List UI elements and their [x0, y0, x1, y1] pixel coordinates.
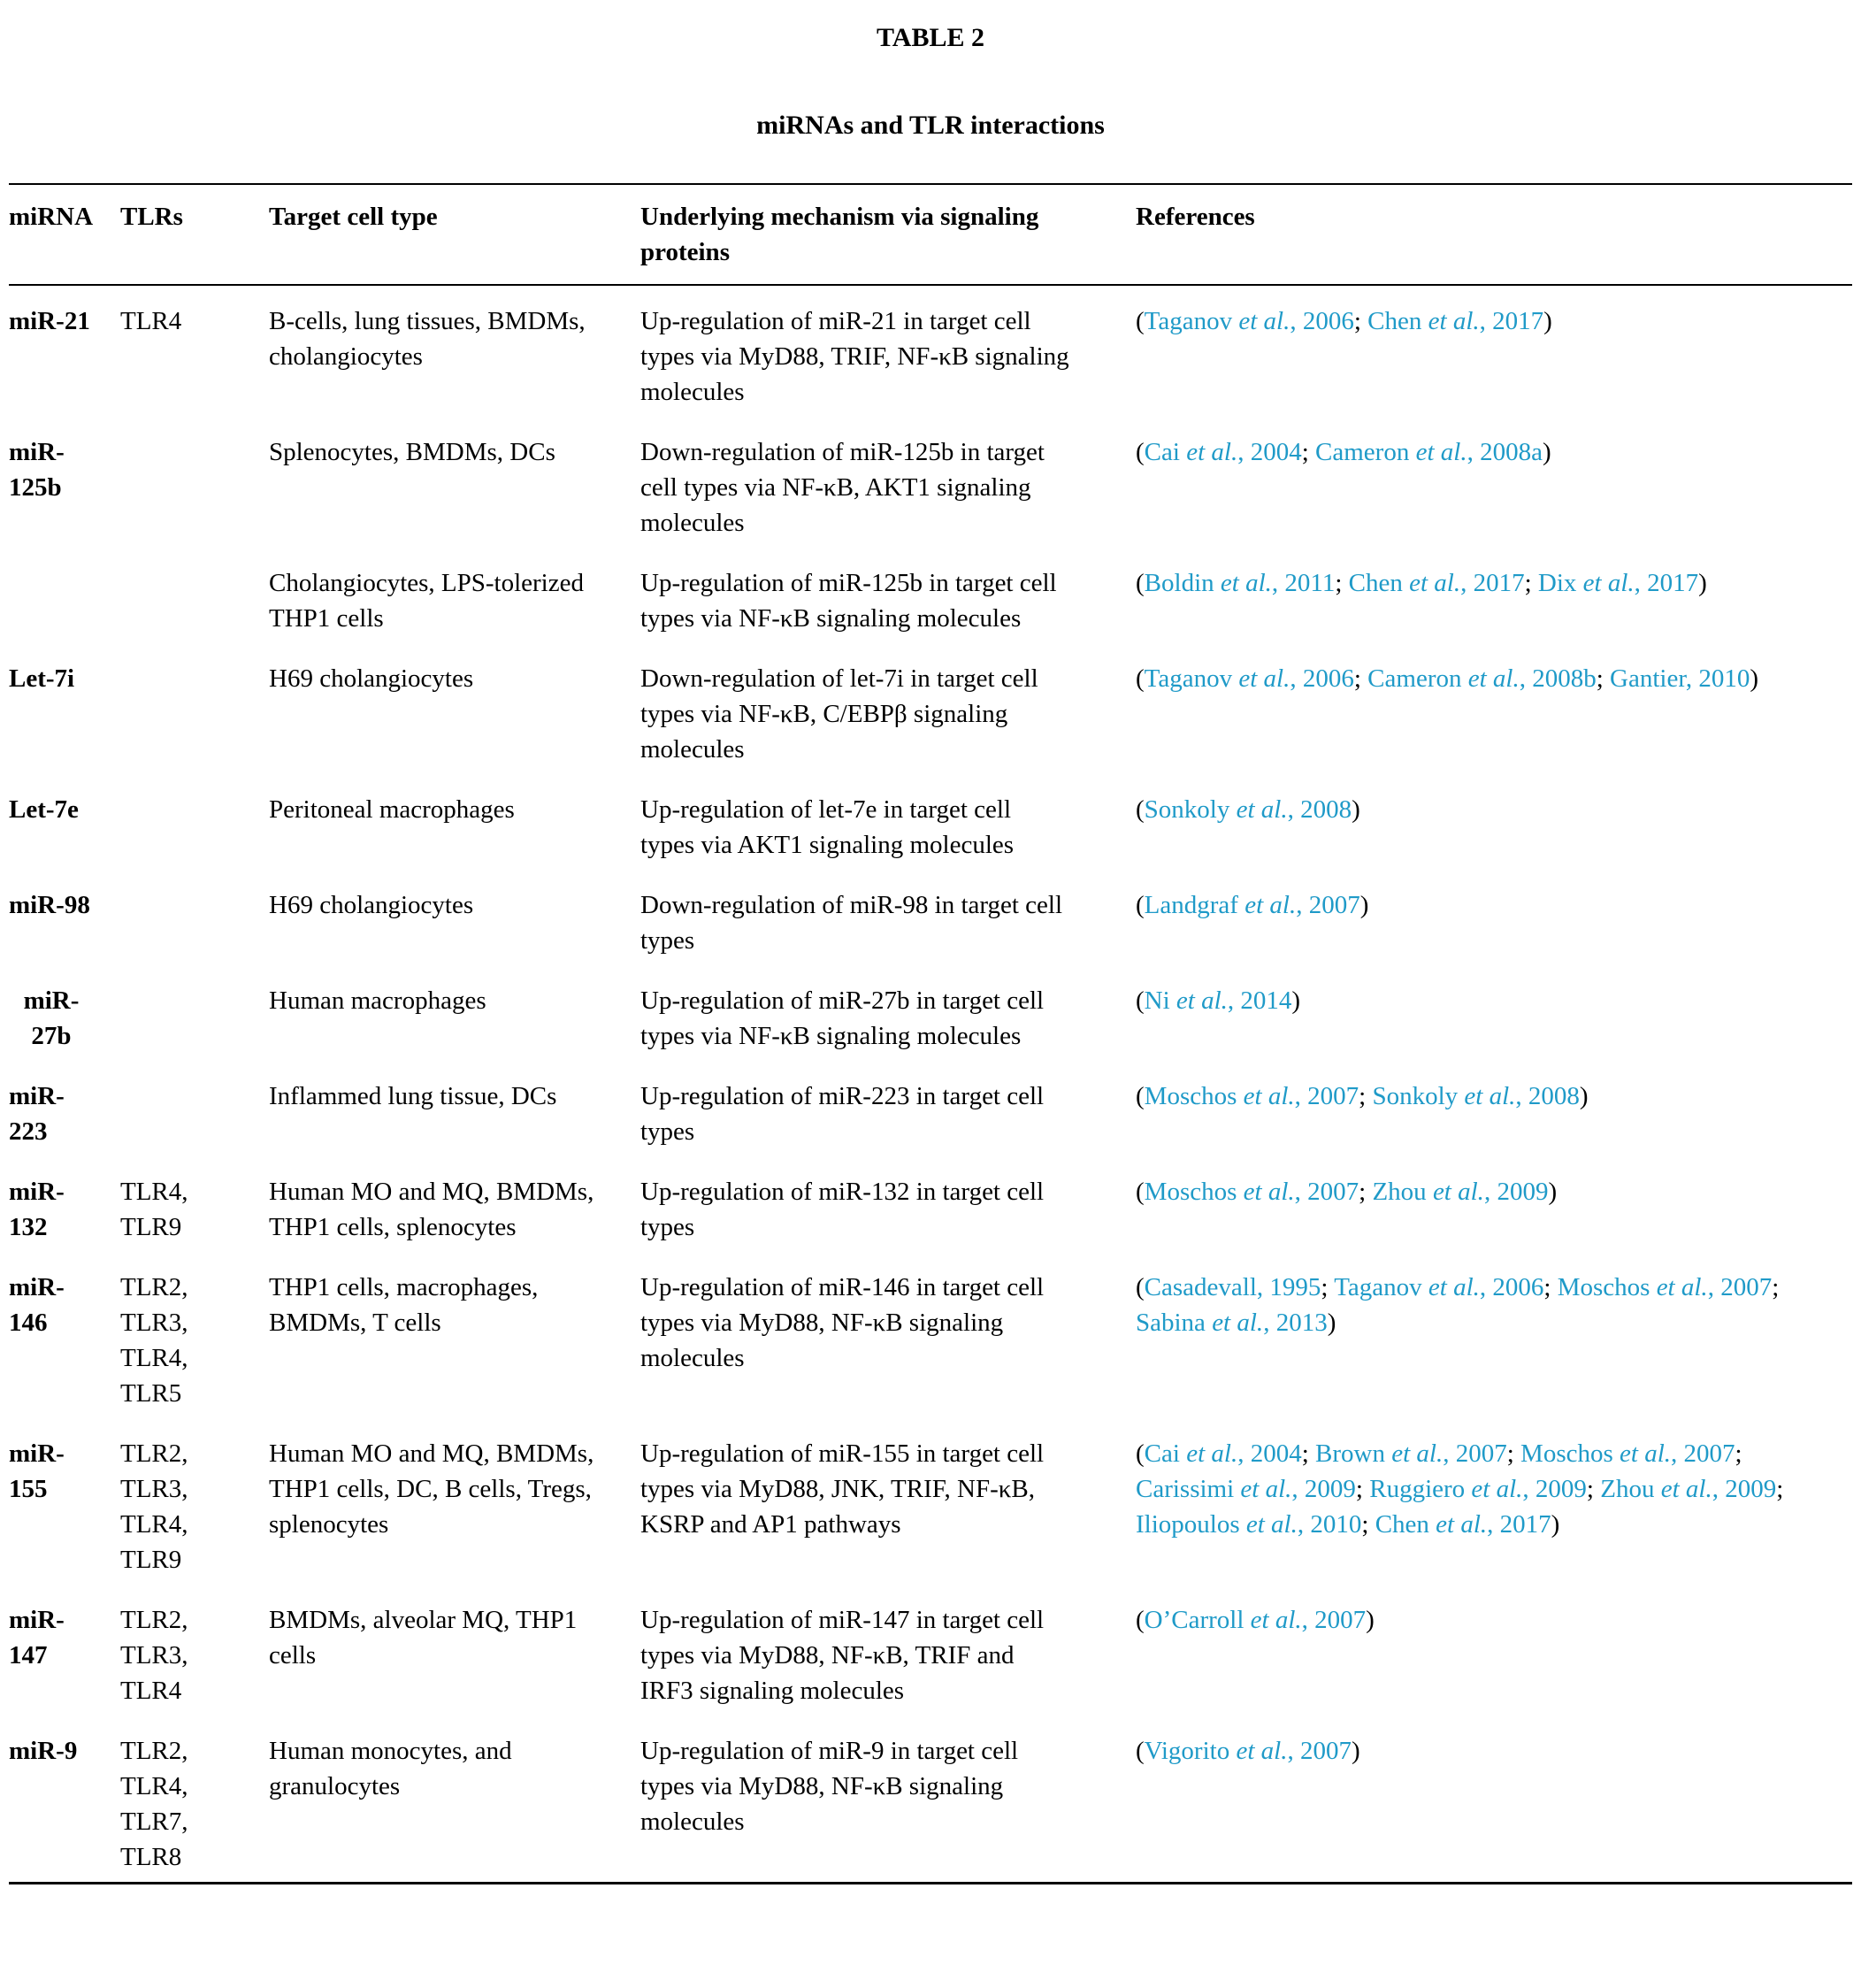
citation-link[interactable]: Taganov	[1144, 306, 1239, 335]
cell-mechanism: Up-regulation of miR-223 in target cell types	[640, 1082, 1045, 1147]
citation-link[interactable]: et al.	[1432, 1178, 1484, 1207]
cell-references	[1136, 417, 1852, 548]
reference-punctuation: ;	[1359, 1178, 1373, 1207]
cell-target-cell-type: Inflammed lung tissue, DCs	[269, 1082, 557, 1111]
citation-link[interactable]: et al.	[1471, 1475, 1523, 1504]
reference-punctuation: ;	[1353, 664, 1368, 693]
citation-link[interactable]: Gantier, 2010	[1610, 664, 1750, 693]
table-number-title: TABLE 2	[877, 23, 984, 52]
citation-link[interactable]: et al.	[1582, 568, 1635, 597]
cell-mechanism: Up-regulation of miR-27b in target cell types via NF-κB signaling molecules	[640, 986, 1045, 1051]
header-row	[9, 184, 1852, 285]
reference-punctuation: ;	[1596, 664, 1611, 693]
citation-link[interactable]: et al.	[1212, 1309, 1264, 1338]
citation-link[interactable]: , 2013	[1263, 1309, 1328, 1338]
reference-punctuation: )	[1327, 1309, 1336, 1338]
cell-mirna: miR-98	[9, 891, 90, 920]
table-row	[9, 1716, 1852, 1884]
table-row	[9, 1156, 1852, 1252]
cell-mechanism: Up-regulation of miR-125b in target cell types via NF-κB signaling molecules	[640, 568, 1057, 633]
reference-punctuation: )	[1359, 891, 1369, 920]
citation-link[interactable]: Moschos	[1144, 1178, 1244, 1207]
mirna-tlr-table	[9, 183, 1852, 1885]
reference-punctuation: ;	[1335, 568, 1349, 597]
citation-link[interactable]: et al.	[1391, 1439, 1444, 1469]
cell-mirna: miR-155	[9, 1439, 65, 1504]
cell-mechanism: Down-regulation of miR-125b in target cell types via NF-κB, AKT1 signaling molecules	[640, 437, 1045, 537]
cell-tlrs: TLR2, TLR3, TLR4, TLR5	[120, 1273, 188, 1408]
reference-punctuation: ;	[1355, 1475, 1370, 1504]
citation-link[interactable]: Cameron	[1367, 664, 1468, 693]
cell-mirna	[9, 548, 120, 643]
cell-references	[1136, 1252, 1852, 1418]
citation-link[interactable]: et al.	[1250, 1606, 1302, 1635]
reference-punctuation: (	[1136, 1082, 1145, 1111]
table-row	[9, 285, 1852, 417]
citation-link[interactable]: , 2017	[1460, 568, 1525, 597]
citation-link[interactable]: , 2006	[1290, 306, 1354, 335]
citation-link[interactable]: Landgraf	[1144, 891, 1245, 920]
citation-link[interactable]: Moschos	[1520, 1439, 1620, 1469]
cell-mirna: miR-146	[9, 1273, 65, 1338]
reference-punctuation: (	[1136, 664, 1145, 693]
citation-link[interactable]: Taganov	[1144, 664, 1239, 693]
citation-link[interactable]: et al.	[1238, 306, 1290, 335]
reference-punctuation: ;	[1301, 1439, 1316, 1469]
table-row	[9, 1252, 1852, 1418]
cell-mirna: miR-125b	[9, 437, 65, 502]
citation-link[interactable]: Casadevall, 1995	[1144, 1273, 1321, 1302]
citation-link[interactable]: et al.	[1244, 891, 1297, 920]
reference-punctuation: )	[1543, 306, 1552, 335]
cell-target-cell-type: Human monocytes, and granulocytes	[269, 1737, 512, 1801]
reference-punctuation: ;	[1506, 1439, 1521, 1469]
citation-link[interactable]: Sonkoly	[1372, 1082, 1465, 1111]
cell-mirna: miR-132	[9, 1178, 65, 1242]
reference-punctuation: ;	[1586, 1475, 1601, 1504]
table-caption: miRNAs and TLR interactions	[756, 111, 1105, 141]
reference-punctuation: (	[1136, 306, 1145, 335]
cell-mechanism: Up-regulation of miR-9 in target cell types via MyD88, NF-κB signaling molecules	[640, 1737, 1019, 1837]
citation-link[interactable]: Zhou	[1372, 1178, 1433, 1207]
cell-target-cell-type: Splenocytes, BMDMs, DCs	[269, 437, 555, 466]
reference-punctuation: )	[1750, 664, 1759, 693]
reference-punctuation: ;	[1735, 1439, 1742, 1469]
citation-link[interactable]: , 2008a	[1467, 437, 1543, 466]
citation-link[interactable]: et al.	[1236, 1737, 1288, 1766]
reference-punctuation: ;	[1301, 437, 1316, 466]
reference-punctuation: ;	[1524, 568, 1538, 597]
cell-mirna: miR-27b	[23, 986, 80, 1051]
reference-punctuation: )	[1291, 986, 1301, 1016]
table-row	[9, 774, 1852, 870]
citation-link[interactable]: Vigorito	[1144, 1737, 1237, 1766]
cell-target-cell-type: B-cells, lung tissues, BMDMs, cholangiocytes	[269, 306, 586, 371]
cell-mechanism: Up-regulation of miR-155 in target cell types via MyD88, JNK, TRIF, NF-κB, KSRP and AP1 pathways	[640, 1439, 1045, 1539]
citation-link[interactable]: et al.	[1656, 1273, 1708, 1302]
citation-link[interactable]: et al.	[1243, 1178, 1295, 1207]
cell-tlrs	[120, 774, 269, 870]
cell-tlrs: TLR2, TLR3, TLR4, TLR9	[120, 1439, 188, 1575]
cell-target-cell-type: Peritoneal macrophages	[269, 794, 515, 824]
table-body	[9, 285, 1852, 1884]
cell-references	[1136, 774, 1852, 870]
citation-link[interactable]: , 2008	[1287, 794, 1352, 824]
reference-punctuation: )	[1351, 1737, 1360, 1766]
reference-punctuation: (	[1136, 891, 1145, 920]
citation-link[interactable]: Ni	[1144, 986, 1176, 1016]
reference-punctuation: )	[1548, 1178, 1558, 1207]
cell-target-cell-type: Cholangiocytes, LPS-tolerized THP1 cells	[269, 568, 584, 633]
reference-punctuation: ;	[1361, 1510, 1375, 1539]
column-header-mirna: miRNA	[9, 184, 120, 285]
table-header	[9, 184, 1852, 285]
citation-link[interactable]: , 2017	[1634, 568, 1699, 597]
citation-link[interactable]: , 2009	[1483, 1178, 1549, 1207]
citation-link[interactable]: et al.	[1415, 437, 1467, 466]
cell-mechanism: Up-regulation of miR-132 in target cell types	[640, 1178, 1045, 1242]
citation-link[interactable]: et al.	[1409, 568, 1461, 597]
cell-references	[1136, 548, 1852, 643]
reference-punctuation: )	[1579, 1082, 1589, 1111]
citation-link[interactable]: Sonkoly	[1144, 794, 1237, 824]
citation-link[interactable]: Zhou	[1600, 1475, 1661, 1504]
cell-tlrs	[120, 548, 269, 643]
table-row	[9, 643, 1852, 774]
citation-link[interactable]: Moschos	[1557, 1273, 1657, 1302]
reference-punctuation: (	[1136, 1606, 1145, 1635]
citation-link[interactable]: , 2010	[1297, 1510, 1362, 1539]
citation-link[interactable]: , 2007	[1294, 1082, 1359, 1111]
cell-references	[1136, 1585, 1852, 1716]
cell-references	[1136, 643, 1852, 774]
citation-link[interactable]: Cai	[1144, 1439, 1187, 1469]
cell-target-cell-type: THP1 cells, macrophages, BMDMs, T cells	[269, 1273, 539, 1338]
citation-link[interactable]: et al.	[1620, 1439, 1672, 1469]
cell-references	[1136, 870, 1852, 965]
cell-target-cell-type: Human MO and MQ, BMDMs, THP1 cells, DC, B cells, Tregs, splenocytes	[269, 1439, 594, 1539]
reference-punctuation: )	[1352, 794, 1360, 824]
citation-link[interactable]: et al.	[1186, 1439, 1238, 1469]
cell-tlrs	[120, 965, 269, 1061]
reference-punctuation: ;	[1772, 1273, 1780, 1302]
cell-mirna: miR-147	[9, 1606, 65, 1670]
table-row	[9, 1418, 1852, 1585]
citation-link[interactable]: et al.	[1245, 1510, 1298, 1539]
citation-link[interactable]: O’Carroll	[1144, 1606, 1251, 1635]
citation-link[interactable]: , 2009	[1291, 1475, 1356, 1504]
citation-link[interactable]: Chen	[1348, 568, 1410, 597]
reference-punctuation: )	[1551, 1510, 1560, 1539]
citation-link[interactable]: , 2007	[1296, 891, 1360, 920]
cell-tlrs	[120, 643, 269, 774]
citation-link[interactable]: et al.	[1428, 306, 1480, 335]
citation-link[interactable]: , 2011	[1271, 568, 1336, 597]
table-row	[9, 1585, 1852, 1716]
citation-link[interactable]: , 2007	[1287, 1737, 1352, 1766]
citation-link[interactable]: , 2014	[1227, 986, 1292, 1016]
cell-target-cell-type: BMDMs, alveolar MQ, THP1 cells	[269, 1606, 578, 1670]
reference-punctuation: (	[1136, 1737, 1145, 1766]
reference-punctuation: (	[1136, 986, 1145, 1016]
cell-tlrs: TLR4, TLR9	[120, 1178, 188, 1242]
column-header-mechanism: Underlying mechanism via signaling proteins	[640, 184, 1136, 285]
table-row	[9, 548, 1852, 643]
table-row	[9, 870, 1852, 965]
citation-link[interactable]: , 2006	[1479, 1273, 1544, 1302]
citation-link[interactable]: et al.	[1238, 664, 1290, 693]
cell-mechanism: Up-regulation of miR-21 in target cell types via MyD88, TRIF, NF-κB signaling molecules	[640, 306, 1069, 406]
citation-link[interactable]: , 2007	[1443, 1439, 1507, 1469]
citation-link[interactable]: et al.	[1240, 1475, 1292, 1504]
cell-mirna: Let-7e	[9, 794, 79, 824]
cell-tlrs: TLR4	[120, 306, 182, 335]
citation-link[interactable]: et al.	[1186, 437, 1238, 466]
cell-mechanism: Down-regulation of let-7i in target cell types via NF-κB, C/EBPβ signaling molecules	[640, 664, 1038, 764]
citation-link[interactable]: , 2006	[1290, 664, 1354, 693]
cell-references	[1136, 1418, 1852, 1585]
citation-link[interactable]: , 2009	[1522, 1475, 1587, 1504]
citation-link[interactable]: , 2007	[1671, 1439, 1735, 1469]
cell-mechanism: Down-regulation of miR-98 in target cell types	[640, 891, 1063, 956]
table-row	[9, 965, 1852, 1061]
reference-punctuation: (	[1136, 437, 1145, 466]
cell-target-cell-type: H69 cholangiocytes	[269, 891, 474, 920]
table-row	[9, 417, 1852, 548]
cell-references	[1136, 965, 1852, 1061]
citation-link[interactable]: , 2007	[1301, 1606, 1367, 1635]
citation-link[interactable]: , 2009	[1712, 1475, 1777, 1504]
table-row	[9, 1061, 1852, 1156]
cell-mirna: miR-223	[9, 1082, 65, 1147]
citation-link[interactable]: , 2017	[1479, 306, 1544, 335]
citation-link[interactable]: Moschos	[1144, 1082, 1244, 1111]
reference-punctuation: )	[1366, 1606, 1375, 1635]
cell-mechanism: Up-regulation of let-7e in target cell types via AKT1 signaling molecules	[640, 794, 1015, 859]
cell-tlrs: TLR2, TLR3, TLR4	[120, 1606, 188, 1706]
column-header-references: References	[1136, 184, 1852, 285]
citation-link[interactable]: Cai	[1144, 437, 1187, 466]
citation-link[interactable]: , 2007	[1294, 1178, 1359, 1207]
citation-link[interactable]: Dix	[1537, 568, 1583, 597]
citation-link[interactable]: , 2008b	[1519, 664, 1597, 693]
citation-link[interactable]: Iliopoulos	[1136, 1510, 1246, 1539]
citation-link[interactable]: , 2004	[1237, 1439, 1302, 1469]
cell-mechanism: Up-regulation of miR-146 in target cell types via MyD88, NF-κB signaling molecules	[640, 1273, 1045, 1373]
cell-tlrs	[120, 417, 269, 548]
reference-punctuation: ;	[1359, 1082, 1373, 1111]
reference-punctuation: ;	[1353, 306, 1368, 335]
citation-link[interactable]: et al.	[1436, 1510, 1488, 1539]
cell-mechanism: Up-regulation of miR-147 in target cell types via MyD88, NF-κB, TRIF and IRF3 signaling molecules	[640, 1606, 1045, 1706]
citation-link[interactable]: et al.	[1220, 568, 1272, 597]
reference-punctuation: ;	[1543, 1273, 1558, 1302]
citation-link[interactable]: et al.	[1236, 794, 1288, 824]
citation-link[interactable]: Chen	[1375, 1510, 1436, 1539]
cell-tlrs: TLR2, TLR4, TLR7, TLR8	[120, 1737, 188, 1872]
citation-link[interactable]: , 2008	[1515, 1082, 1580, 1111]
citation-link[interactable]: et al.	[1176, 986, 1228, 1016]
cell-references	[1136, 1716, 1852, 1884]
cell-references	[1136, 285, 1852, 417]
citation-link[interactable]: et al.	[1467, 664, 1520, 693]
cell-tlrs	[120, 870, 269, 965]
column-header-target-cell-type: Target cell type	[269, 184, 640, 285]
cell-references	[1136, 1156, 1852, 1252]
cell-target-cell-type: Human MO and MQ, BMDMs, THP1 cells, splenocytes	[269, 1178, 594, 1242]
citation-link[interactable]: , 2004	[1237, 437, 1302, 466]
citation-link[interactable]: et al.	[1660, 1475, 1712, 1504]
cell-target-cell-type: Human macrophages	[269, 986, 486, 1016]
column-header-tlrs: TLRs	[120, 184, 269, 285]
cell-mirna: miR-9	[9, 1737, 78, 1766]
citation-link[interactable]: , 2017	[1487, 1510, 1551, 1539]
reference-punctuation: (	[1136, 1273, 1145, 1302]
cell-target-cell-type: H69 cholangiocytes	[269, 664, 474, 693]
citation-link[interactable]: Sabina	[1136, 1309, 1213, 1338]
citation-link[interactable]: Chen	[1367, 306, 1428, 335]
reference-punctuation: (	[1136, 794, 1145, 824]
cell-references	[1136, 1061, 1852, 1156]
citation-link[interactable]: et al.	[1428, 1273, 1480, 1302]
citation-link[interactable]: et al.	[1243, 1082, 1295, 1111]
citation-link[interactable]: Carissimi	[1136, 1475, 1241, 1504]
citation-link[interactable]: Cameron	[1315, 437, 1416, 466]
cell-tlrs	[120, 1061, 269, 1156]
reference-punctuation: (	[1136, 568, 1145, 597]
citation-link[interactable]: Boldin	[1144, 568, 1221, 597]
citation-link[interactable]: et al.	[1464, 1082, 1516, 1111]
reference-punctuation: ;	[1321, 1273, 1335, 1302]
reference-punctuation: (	[1136, 1439, 1145, 1469]
cell-mirna: Let-7i	[9, 664, 75, 693]
reference-punctuation: )	[1698, 568, 1707, 597]
citation-link[interactable]: Brown	[1315, 1439, 1392, 1469]
reference-punctuation: ;	[1776, 1475, 1784, 1504]
citation-link[interactable]: , 2007	[1707, 1273, 1773, 1302]
reference-punctuation: )	[1542, 437, 1551, 466]
cell-mirna: miR-21	[9, 306, 90, 335]
reference-punctuation: (	[1136, 1178, 1145, 1207]
citation-link[interactable]: Ruggiero	[1369, 1475, 1472, 1504]
citation-link[interactable]: Taganov	[1334, 1273, 1428, 1302]
